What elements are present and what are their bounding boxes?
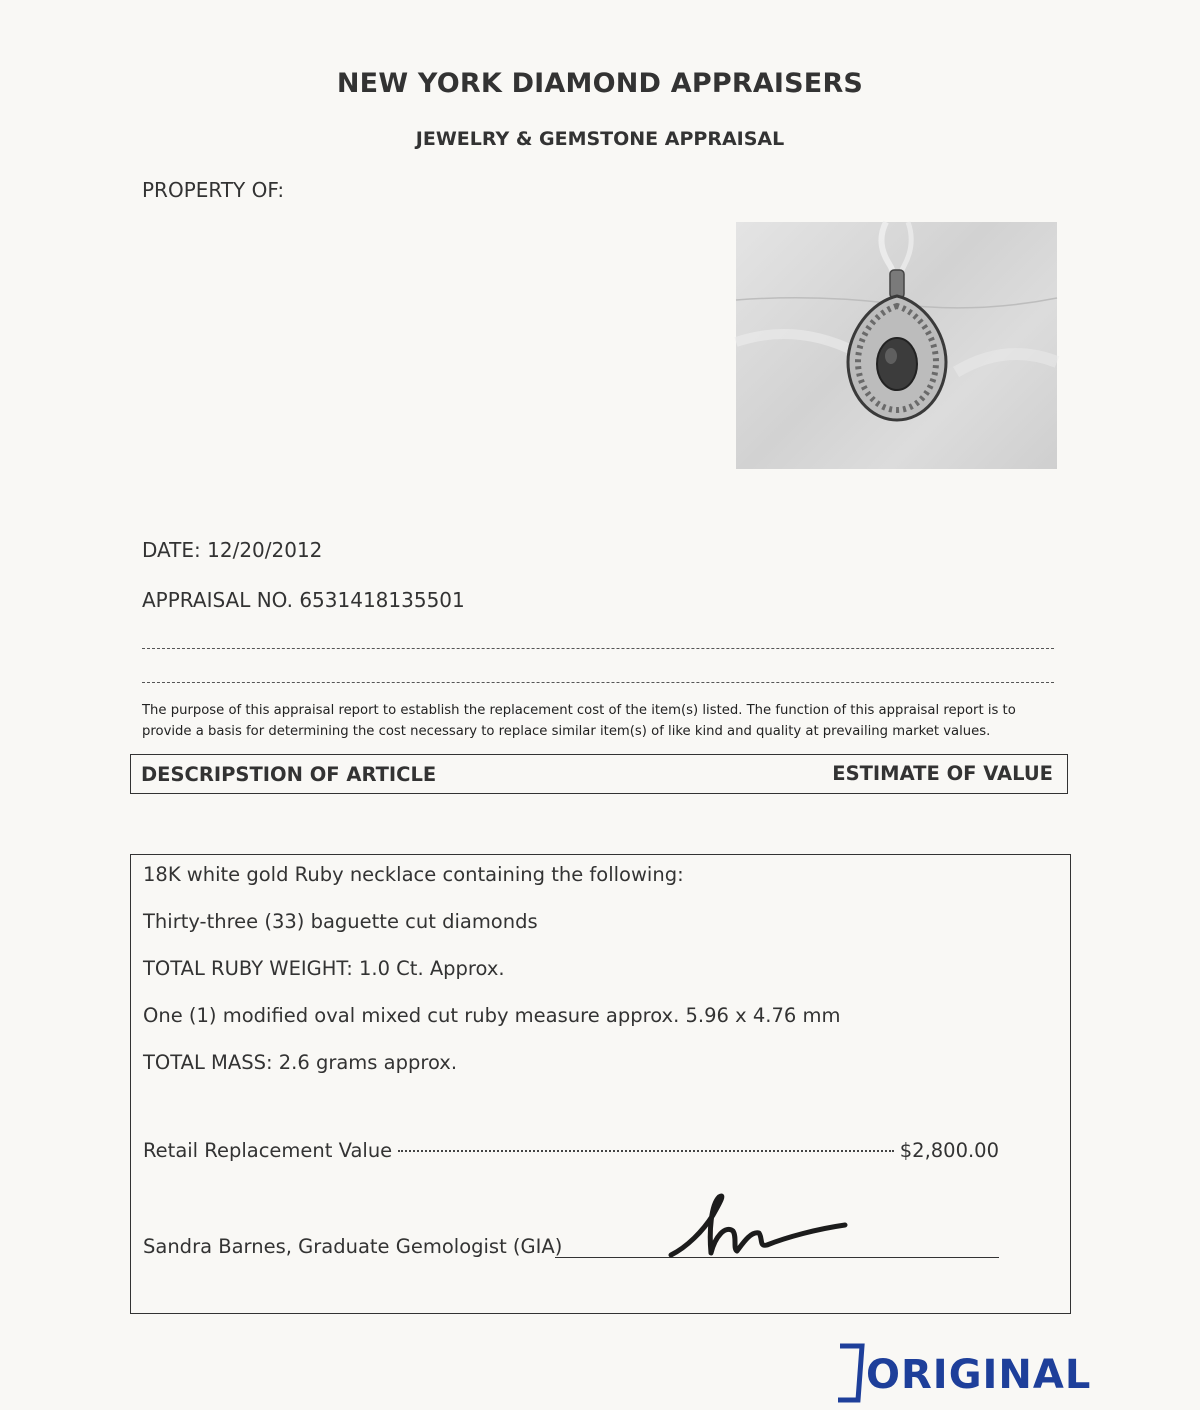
dashed-rule: [142, 648, 1054, 649]
retail-value-label: Retail Replacement Value: [143, 1139, 393, 1162]
item-line: TOTAL RUBY WEIGHT: 1.0 Ct. Approx.: [143, 957, 505, 980]
retail-value-row: [143, 1139, 999, 1162]
original-stamp-graphic: [836, 1338, 1092, 1406]
signature-mark: [667, 1191, 857, 1263]
estimate-header: ESTIMATE OF VALUE: [832, 762, 1053, 785]
retail-value-amount: $2,800.00: [899, 1139, 999, 1162]
appraisal-number: APPRAISAL NO. 6531418135501: [142, 588, 465, 612]
pendant-image: [736, 222, 1057, 469]
item-line: Thirty-three (33) baguette cut diamonds: [143, 910, 538, 933]
purpose-statement: The purpose of this appraisal report to establish the replacement cost of the item(s) listed. The function of this appraisal report is to provide a basis for determining the cost necessary to replace similar item(s) of like kind and quality at prevailing market values.: [142, 703, 1016, 739]
leader-dots: [398, 1150, 894, 1152]
document-subtitle: JEWELRY & GEMSTONE APPRAISAL: [415, 128, 785, 150]
company-title: NEW YORK DIAMOND APPRAISERS: [336, 68, 864, 99]
date-field: DATE: 12/20/2012: [142, 538, 323, 562]
item-description-box: [130, 854, 1071, 1314]
original-stamp: [836, 1338, 1092, 1406]
item-line: One (1) modified oval mixed cut ruby measure approx. 5.96 x 4.76 mm: [143, 1004, 841, 1027]
svg-text:ORIGINAL: ORIGINAL: [866, 1352, 1092, 1398]
column-header-box: [130, 754, 1068, 794]
pendant-photo: [736, 222, 1057, 469]
description-header: DESCRIPSTION OF ARTICLE: [141, 763, 437, 786]
dashed-rule: [142, 682, 1054, 683]
signer-name: Sandra Barnes, Graduate Gemologist (GIA): [143, 1235, 563, 1258]
item-line: 18K white gold Ruby necklace containing the following:: [143, 863, 684, 886]
item-line: TOTAL MASS: 2.6 grams approx.: [143, 1051, 458, 1074]
property-of-label: PROPERTY OF:: [142, 178, 285, 202]
